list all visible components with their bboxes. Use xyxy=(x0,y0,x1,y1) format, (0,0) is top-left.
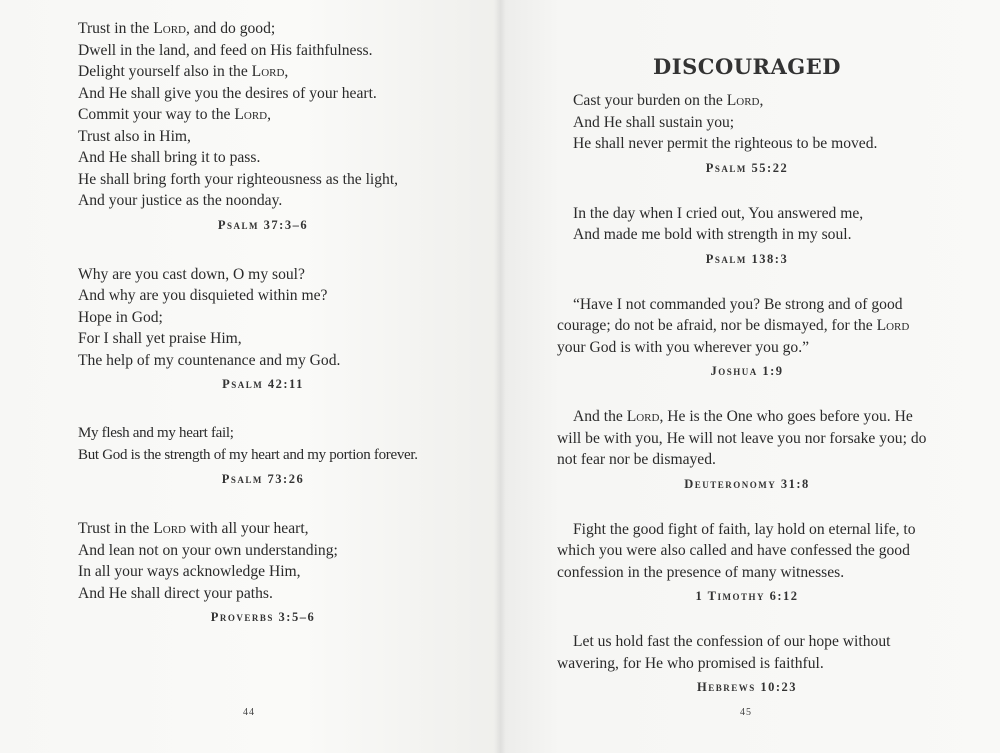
verse-reference: Psalm 73:26 xyxy=(221,472,305,486)
verse-reference: Deuteronomy 31:8 xyxy=(684,476,810,491)
passage-deuteronomy-31 xyxy=(557,406,937,493)
verse-line: And lean not on your own understanding; xyxy=(78,541,338,559)
page-number-left: 44 xyxy=(243,707,255,718)
passage-psalm-55 xyxy=(557,90,937,177)
verse-line: And He shall direct your paths. xyxy=(78,584,273,602)
verse-line: And why are you disquieted within me? xyxy=(78,287,328,304)
verse-paragraph: Fight the good fight of faith, lay hold on eternal life, to which you were also called and have confessed the good confession in the presence of many witnesses. xyxy=(557,520,916,581)
verse-line: Trust in the Lord, and do good; xyxy=(78,20,276,37)
verse-paragraph: “Have I not commanded you? Be strong and of good courage; do not be afraid, nor be dismayed, for the Lord your God is with you wherever you go.” xyxy=(557,295,910,356)
verse-line: In all your ways acknowledge Him, xyxy=(78,563,301,580)
verse-paragraph: Let us hold fast the confession of our hope without wavering, for He who promised is faithful. xyxy=(557,633,891,672)
verse-line: Commit your way to the Lord, xyxy=(78,106,272,123)
verse-line: Cast your burden on the Lord, xyxy=(573,92,764,109)
passage-psalm-37 xyxy=(78,18,448,234)
verse-reference: Proverbs 3:5–6 xyxy=(210,610,316,624)
verse-reference: Joshua 1:9 xyxy=(710,364,784,378)
verse-line: And He shall bring it to pass. xyxy=(78,149,261,166)
passage-hebrews-10 xyxy=(557,631,937,696)
verse-line: Why are you cast down, O my soul? xyxy=(78,265,305,283)
verse-line: The help of my countenance and my God. xyxy=(78,351,341,369)
verse-reference: 1 Timothy 6:12 xyxy=(695,589,799,603)
page-number-right: 45 xyxy=(740,707,752,718)
verse-line: Hope in God; xyxy=(78,308,163,326)
verse-reference: Psalm 37:3–6 xyxy=(217,217,309,232)
verse-reference: Psalm 55:22 xyxy=(705,160,789,175)
verse-reference: Psalm 138:3 xyxy=(705,251,789,266)
left-page-content xyxy=(78,18,448,626)
verse-line: And He shall sustain you; xyxy=(573,113,735,131)
verse-line: Delight yourself also in the Lord, xyxy=(78,63,289,80)
verse-line: In the day when I cried out, You answered me, xyxy=(573,204,864,222)
right-page-content xyxy=(557,52,937,696)
chapter-title: DISCOURAGED xyxy=(653,54,841,79)
passage-psalm-138 xyxy=(557,203,937,268)
verse-line: He shall bring forth your righteousness as the light, xyxy=(78,170,399,188)
verse-reference: Hebrews 10:23 xyxy=(696,680,798,694)
verse-line: Trust also in Him, xyxy=(78,127,191,145)
verse-line: And your justice as the noonday. xyxy=(78,192,283,209)
passage-proverbs-3 xyxy=(78,518,448,626)
verse-line: But God is the strength of my heart and my portion forever. xyxy=(78,446,418,463)
verse-line: My flesh and my heart fail; xyxy=(78,425,234,441)
verse-paragraph: And the Lord, He is the One who goes before you. He will be with you, He will not leave you nor forsake you; do not fear nor be dismayed. xyxy=(557,408,927,468)
passage-psalm-42 xyxy=(78,264,448,394)
verse-line: Trust in the Lord with all your heart, xyxy=(78,520,309,537)
verse-line: For I shall yet praise Him, xyxy=(78,330,242,347)
passage-1-timothy-6 xyxy=(557,519,937,606)
verse-reference: Psalm 42:11 xyxy=(222,377,304,391)
passage-joshua-1 xyxy=(557,294,937,381)
verse-line: And He shall give you the desires of your heart. xyxy=(78,84,377,102)
verse-line: He shall never permit the righteous to be moved. xyxy=(573,135,878,152)
verse-line: And made me bold with strength in my soul. xyxy=(573,226,852,243)
passage-psalm-73 xyxy=(78,423,448,488)
verse-line: Dwell in the land, and feed on His faithfulness. xyxy=(78,41,373,59)
